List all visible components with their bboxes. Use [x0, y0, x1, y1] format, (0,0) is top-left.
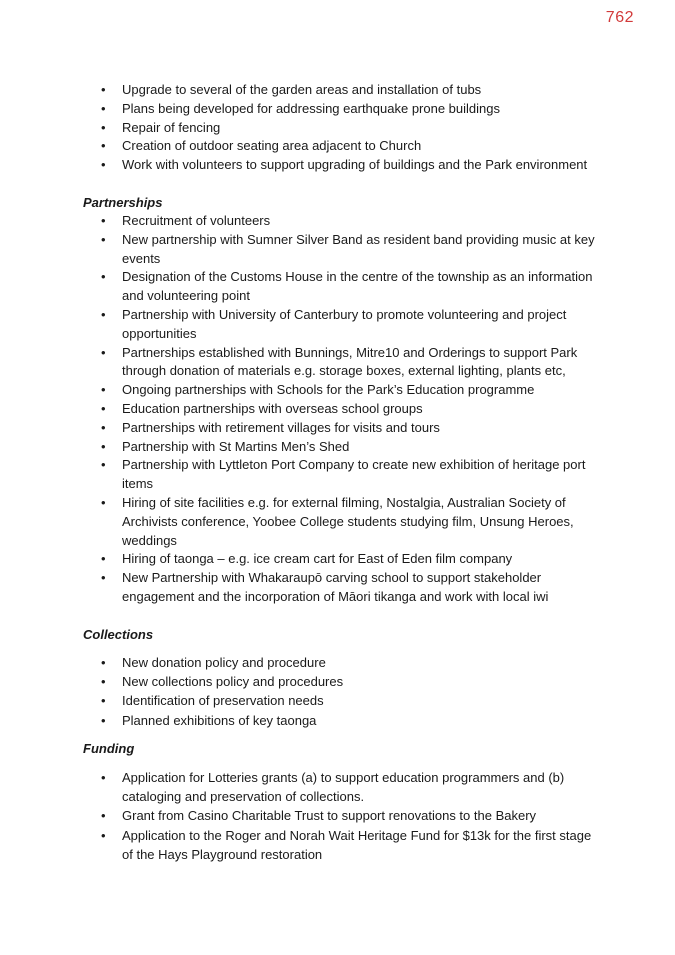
list-item: • Partnership with St Martins Men’s Shed [0, 438, 675, 457]
list-item: • Upgrade to several of the garden areas and installation of tubs [0, 81, 675, 100]
bullet-icon: • [101, 808, 106, 824]
list-item: • Application for Lotteries grants (a) to support education programmers and (b) cataloging and preservation of collections. [101, 770, 565, 805]
intro-bullet-list [0, 81, 675, 175]
list-item: • Creation of outdoor seating area adjacent to Church [0, 137, 675, 156]
list-item: • Planned exhibitions of key taonga [0, 711, 675, 730]
bullet-icon: • [101, 457, 106, 473]
list-item: • New Partnership with Whakaraupō carving school to support stakeholder engagement and the incorporation of Māori tikanga and work with local iwi [101, 570, 549, 604]
bullet-icon: • [101, 770, 106, 785]
bullet-icon: • [101, 494, 106, 510]
bullet-icon: • [101, 269, 106, 285]
list-item: • Plans being developed for addressing earthquake prone buildings [0, 100, 675, 119]
collections-bullet-list [0, 653, 675, 730]
bullet-icon: • [101, 100, 106, 116]
partnerships-bullet-list [0, 212, 675, 607]
page-number: 762 [605, 9, 634, 26]
list-item: • Hiring of site facilities e.g. for external filming, Nostalgia, Australian Society of Archivists conference, Yoobee College students studying film, Unsung Heroes, weddings [101, 494, 574, 548]
bullet-icon: • [101, 213, 106, 228]
bullet-icon: • [101, 344, 106, 360]
list-item: • Recruitment of volunteers [0, 212, 675, 231]
collections-heading: Collections [83, 627, 154, 642]
bullet-icon: • [101, 438, 106, 454]
list-item: • Partnership with Lyttleton Port Company to create new exhibition of heritage port items [101, 457, 586, 492]
list-item: • Partnership with University of Canterbury to promote volunteering and project opportunities [101, 306, 567, 341]
list-item: • Work with volunteers to support upgrading of buildings and the Park environment [0, 156, 675, 175]
list-item: • Ongoing partnerships with Schools for the Park’s Education programme [0, 381, 675, 400]
bullet-icon: • [101, 712, 106, 728]
list-item: • Repair of fencing [0, 119, 675, 138]
bullet-icon: • [101, 419, 106, 435]
bullet-icon: • [101, 382, 106, 398]
bullet-icon: • [101, 231, 106, 247]
list-item: • New donation policy and procedure [0, 653, 675, 672]
bullet-icon: • [101, 693, 106, 709]
list-item: • Grant from Casino Charitable Trust to support renovations to the Bakery [0, 806, 675, 825]
bullet-icon: • [101, 82, 106, 97]
bullet-icon: • [101, 138, 106, 154]
bullet-icon: • [101, 674, 106, 690]
bullet-icon: • [101, 306, 106, 322]
bullet-icon: • [101, 655, 106, 670]
bullet-icon: • [101, 551, 106, 567]
list-item: • Hiring of taonga – e.g. ice cream cart for East of Eden film company [0, 550, 675, 569]
list-item: • Partnerships established with Bunnings, Mitre10 and Orderings to support Park through donation of materials e.g. storage boxes, external lighting, plants etc, [101, 344, 578, 379]
list-item: • New partnership with Sumner Silver Band as resident band providing music at key events [101, 231, 595, 266]
bullet-icon: • [101, 400, 106, 416]
bullet-icon: • [101, 570, 106, 586]
list-item: • Application to the Roger and Norah Wait Heritage Fund for $13k for the first stage of the Hays Playground restoration [101, 827, 592, 862]
list-item: • Designation of the Customs House in the centre of the township as an information and volunteering point [101, 269, 593, 304]
bullet-icon: • [101, 119, 106, 135]
funding-heading: Funding [83, 741, 135, 756]
bullet-icon: • [101, 157, 106, 173]
bullet-icon: • [101, 827, 106, 843]
funding-bullet-list [0, 768, 675, 864]
partnerships-heading: Partnerships [83, 195, 163, 210]
list-item: • Education partnerships with overseas school groups [0, 400, 675, 419]
list-item: • Identification of preservation needs [0, 691, 675, 710]
list-item: • Partnerships with retirement villages for visits and tours [0, 419, 675, 438]
list-item: • New collections policy and procedures [0, 672, 675, 691]
